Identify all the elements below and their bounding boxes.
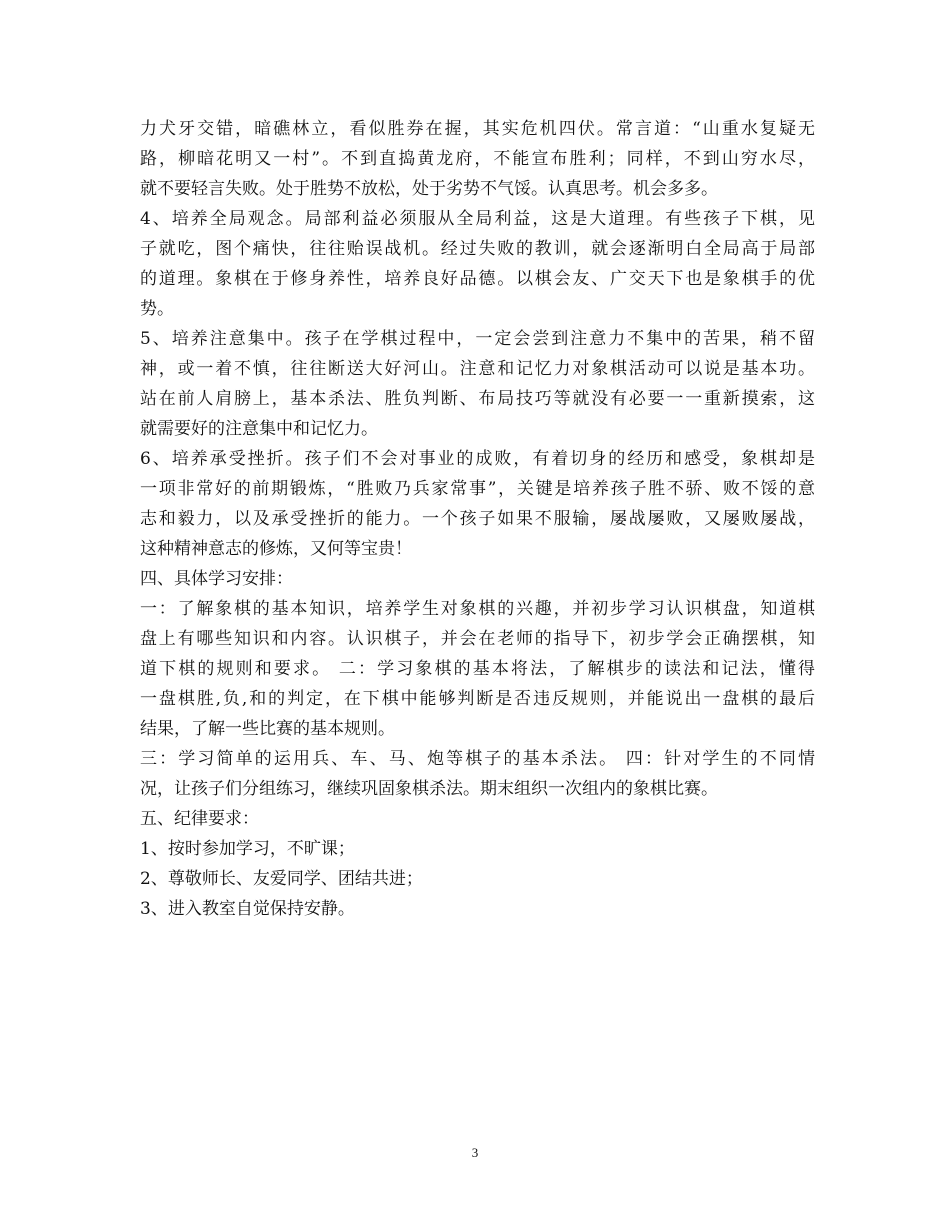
text-line: 子就吃，图个痛快，往往贻误战机。经过失败的教训，就会逐渐明白全局高于局部: [140, 239, 815, 259]
text-line: 6、培养承受挫折。孩子们不会对事业的成败，有着切身的经历和感受，象棋却是: [140, 449, 815, 469]
text-line: 一：了解象棋的基本知识，培养学生对象棋的兴趣，并初步学习认识棋盘，知道棋: [140, 599, 815, 619]
text-line: 神，或一着不慎，往往断送大好河山。注意和记忆力对象棋活动可以说是基本功。: [140, 359, 815, 379]
text-line: 就不要轻言失败。处于胜势不放松，处于劣势不气馁。认真思考。机会多多。: [140, 179, 718, 199]
text-line: 5、培养注意集中。孩子在学棋过程中，一定会尝到注意力不集中的苦果，稍不留: [140, 329, 815, 349]
page-number: 3: [471, 1145, 479, 1160]
text-line: 势。: [140, 299, 174, 319]
text-line: 路，柳暗花明又一村”。不到直捣黄龙府，不能宣布胜利；同样，不到山穷水尽，: [140, 149, 815, 169]
text-line: 站在前人肩膀上，基本杀法、胜负判断、布局技巧等就没有必要一一重新摸索，这: [140, 389, 815, 409]
text-line: 道下棋的规则和要求。 二：学习象棋的基本将法，了解棋步的读法和记法，懂得: [140, 659, 815, 679]
text-line: 4、培养全局观念。局部利益必须服从全局利益，这是大道理。有些孩子下棋，见: [140, 209, 815, 229]
text-line: 三：学习简单的运用兵、车、马、炮等棋子的基本杀法。 四：针对学生的不同情: [140, 749, 815, 769]
text-line: 结果，了解一些比赛的基本规则。: [140, 719, 395, 739]
text-line: 3、进入教室自觉保持安静。: [140, 899, 355, 919]
text-line: 一盘棋胜,负,和的判定，在下棋中能够判断是否违反规则，并能说出一盘棋的最后: [140, 689, 815, 709]
text-line: 的道理。象棋在于修身养性，培养良好品德。以棋会友、广交天下也是象棋手的优: [140, 269, 815, 289]
text-line: 四、具体学习安排：: [140, 569, 293, 589]
text-line: 盘上有哪些知识和内容。认识棋子，并会在老师的指导下，初步学会正确摆棋，知: [140, 629, 815, 649]
text-line: 就需要好的注意集中和记忆力。: [140, 419, 378, 439]
text-line: 五、纪律要求：: [140, 809, 259, 829]
text-line: 2、尊敬师长、友爱同学、团结共进；: [140, 869, 423, 889]
text-line: 志和毅力，以及承受挫折的能力。一个孩子如果不服输，屡战屡败，又屡败屡战，: [140, 509, 815, 529]
text-line: 1、按时参加学习，不旷课；: [140, 839, 355, 859]
text-line: 力犬牙交错，暗礁林立，看似胜券在握，其实危机四伏。常言道：“山重水复疑无: [140, 119, 815, 139]
text-line: 况，让孩子们分组练习，继续巩固象棋杀法。期末组织一次组内的象棋比赛。: [140, 779, 718, 799]
text-line: 这种精神意志的修炼，又何等宝贵！: [140, 539, 412, 559]
document-body: [140, 114, 815, 924]
text-line: 一项非常好的前期锻炼，“胜败乃兵家常事”，关键是培养孩子胜不骄、败不馁的意: [140, 479, 815, 499]
